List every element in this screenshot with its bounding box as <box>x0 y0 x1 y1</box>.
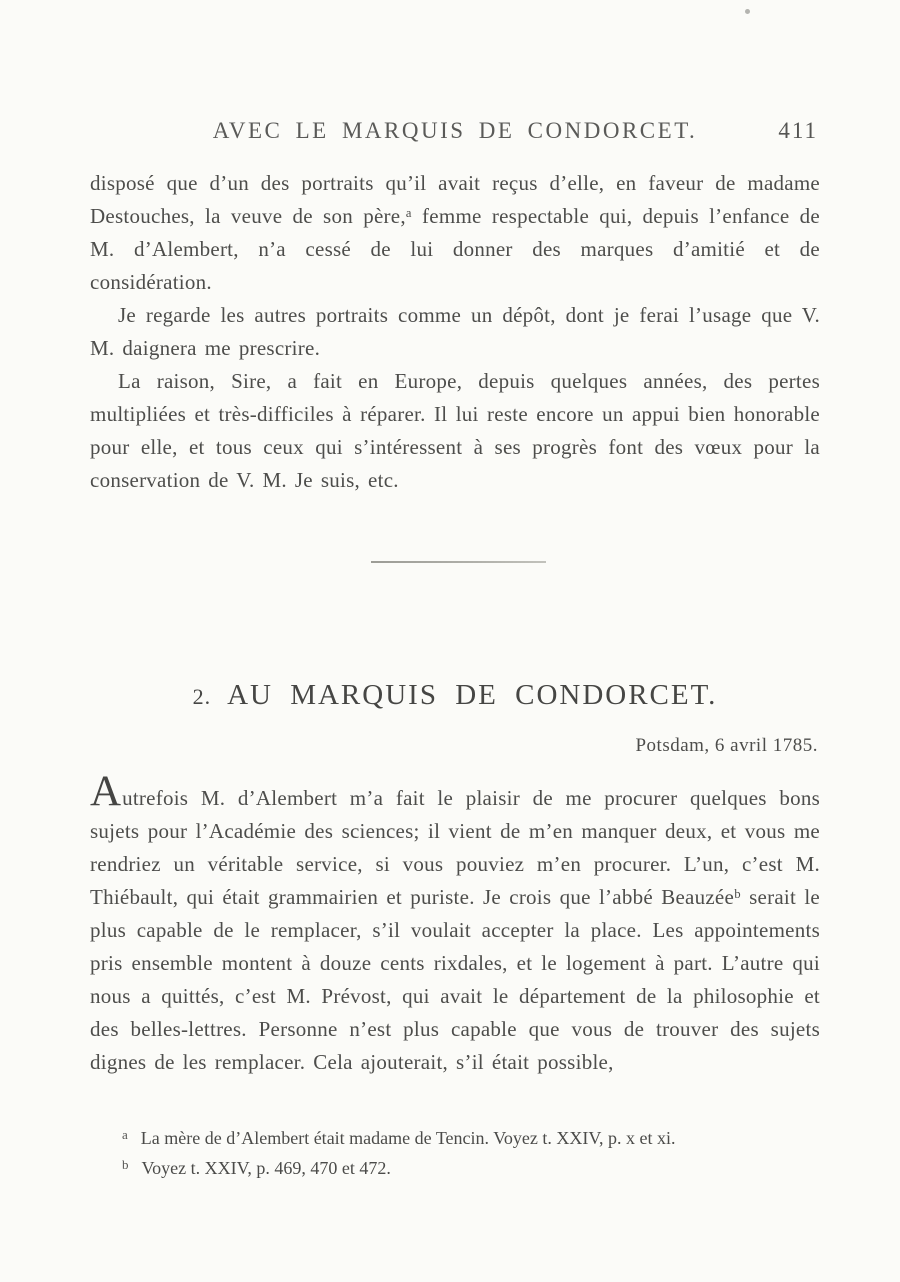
footnote-a <box>122 1124 782 1154</box>
section-number: 2. <box>192 684 212 709</box>
paragraph: Autrefois M. d’Alembert m’a fait le plaisir de me procurer quelques bons sujets pour l’Académie des sciences; il vient de m’en manquer deux, et vous me rendriez un véritable service, si vous pouviez m’en procurer. L’un, c’est M. Thiébault, qui était grammairien et puriste. Je crois que l’abbé Beauzéeᵇ serait le plus capable de le remplacer, s’il voulait accepter la place. Les appointements pris ensemble montent à douze cents rixdales, et le logement à part. L’autre qui nous a quittés, c’est M. Prévost, qui avait le département de la philosophie et des belles-lettres. Personne n’est plus capable que vous de trouver des sujets dignes de les remplacer. Cela ajouterait, s’il était possible, <box>90 768 820 1074</box>
footnote-text: Voyez t. XXIV, p. 469, 470 et 472. <box>141 1158 391 1178</box>
paragraph: La raison, Sire, a fait en Europe, depuis quelques années, des pertes multipliées et très-difficiles à réparer. Il lui reste encore un appui bien honorable pour elle, et tous ceux qui s’intéressent à ses progrès font des vœux pour la conservation de V. M. Je suis, etc. <box>90 369 820 492</box>
letter-end-paragraph-1 <box>90 167 820 299</box>
footnotes <box>122 1124 782 1184</box>
section-heading <box>90 679 820 712</box>
section-title: AU MARQUIS DE CONDORCET. <box>227 679 718 711</box>
section-divider-rule <box>371 561 546 563</box>
footnote-text: La mère de d’Alembert était madame de Tencin. Voyez t. XXIV, p. x et xi. <box>140 1128 676 1148</box>
scan-speck <box>745 9 750 14</box>
paragraph: disposé que d’un des portraits qu’il avait reçus d’elle, en faveur de madame Destouches, la veuve de son père,ᵃ femme respectable qui, depuis l’enfance de M. d’Alembert, n’a cessé de lui donner des marques d’amitié et de considération. <box>90 171 820 294</box>
footnote-marker-a: a <box>122 1127 128 1142</box>
letter-end-paragraph-3 <box>90 365 820 497</box>
running-header-title: AVEC LE MARQUIS DE CONDORCET. <box>212 118 698 143</box>
footnote-marker-b: b <box>122 1157 129 1172</box>
letter-body <box>90 768 820 1079</box>
paragraph: Je regarde les autres portraits comme un dépôt, dont je ferai l’usage que V. M. daignera me prescrire. <box>90 303 820 360</box>
dateline: Potsdam, 6 avril 1785. <box>635 735 818 756</box>
page-number: 411 <box>778 118 818 143</box>
letter-end-paragraph-2 <box>90 299 820 365</box>
footnote-b <box>122 1154 782 1184</box>
running-header <box>90 118 820 148</box>
